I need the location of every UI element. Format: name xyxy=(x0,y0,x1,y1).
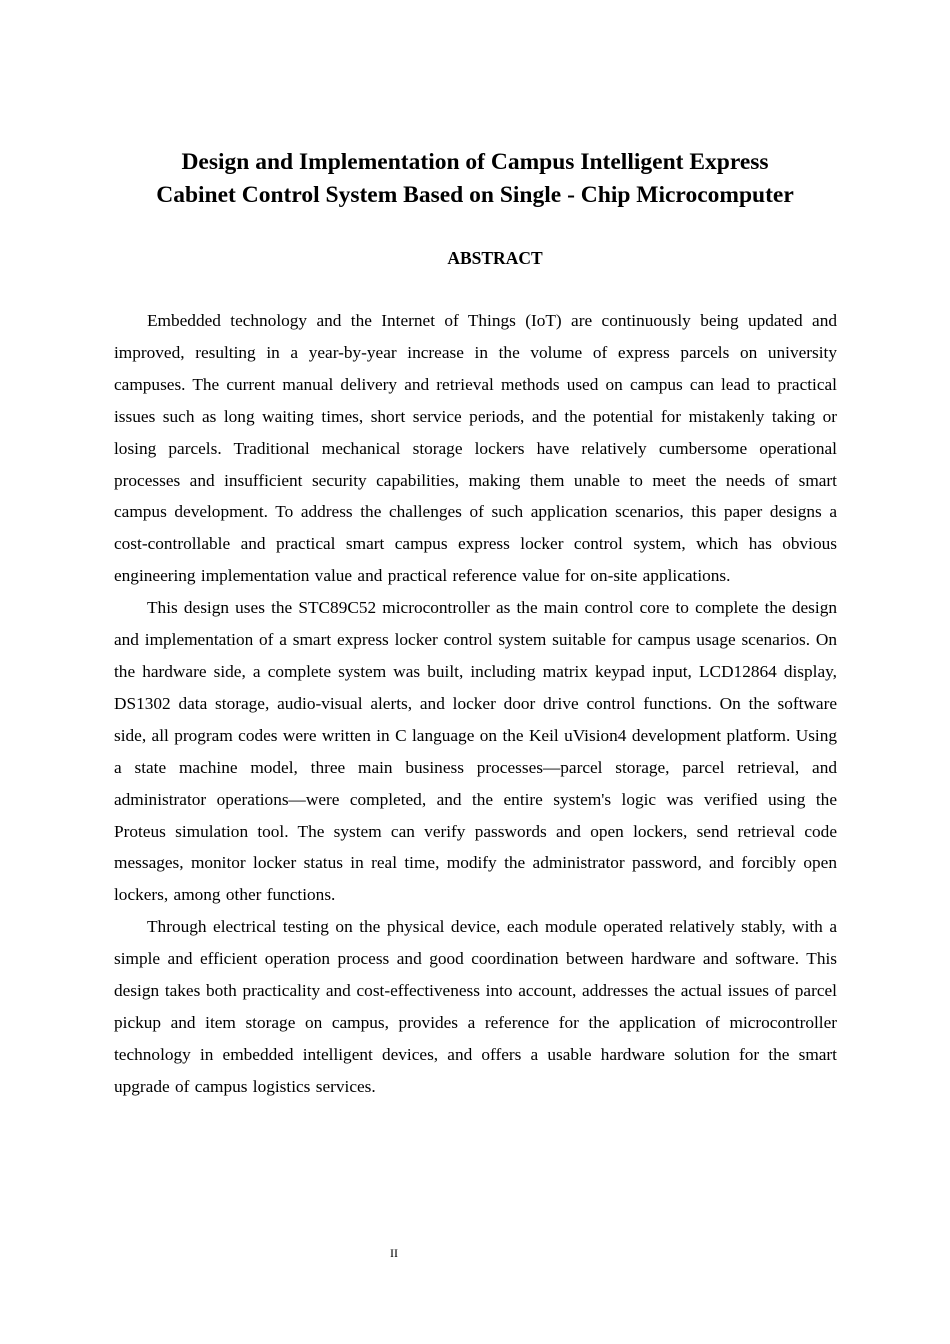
abstract-paragraph-2: This design uses the STC89C52 microcontroller as the main control core to complete the design and implementation of a smart express locker control system suitable for campus usage scenarios. On the hardware side, a complete system was built, including matrix keypad input, LCD12864 display, DS1302 data storage, audio-visual alerts, and locker door drive control functions. On the software side, all program codes were written in C language on the Keil uVision4 development platform. Using a state machine model, three main business processes—parcel storage, parcel retrieval, and administrator operations—were completed, and the entire system's logic was verified using the Proteus simulation tool. The system can verify passwords and open lockers, send retrieval code messages, monitor locker status in real time, modify the administrator password, and forcibly open lockers, among other functions. xyxy=(114,598,837,905)
paper-title-line-2: Cabinet Control System Based on Single - Chip Microcomputer xyxy=(156,182,794,208)
abstract-paragraph-3: Through electrical testing on the physical device, each module operated relatively stably, with a simple and efficient operation process and good coordination between hardware and software. This design takes both practicality and cost-effectiveness into account, addresses the actual issues of parcel pickup and item storage on campus, provides a reference for the application of microcontroller technology in embedded intelligent devices, and offers a usable hardware solution for the smart upgrade of campus logistics services. xyxy=(114,917,837,1096)
paper-title-line-1: Design and Implementation of Campus Intelligent Express xyxy=(181,149,769,175)
page-number: II xyxy=(390,1246,398,1260)
abstract-paragraph-1: Embedded technology and the Internet of Things (IoT) are continuously being updated and improved, resulting in a year-by-year increase in the volume of express parcels on university campuses. The current manual delivery and retrieval methods used on campus can lead to practical issues such as long waiting times, short service periods, and the potential for mistakenly taking or losing parcels. Traditional mechanical storage lockers have relatively cumbersome operational processes and insufficient security capabilities, making them unable to meet the needs of smart campus development. To address the challenges of such application scenarios, this paper designs a cost-controllable and practical smart campus express locker control system, which has obvious engineering implementation value and practical reference value for on-site applications. xyxy=(114,311,837,586)
abstract-heading: ABSTRACT xyxy=(447,248,543,268)
paper-title xyxy=(100,146,850,212)
abstract-body xyxy=(114,305,837,1103)
